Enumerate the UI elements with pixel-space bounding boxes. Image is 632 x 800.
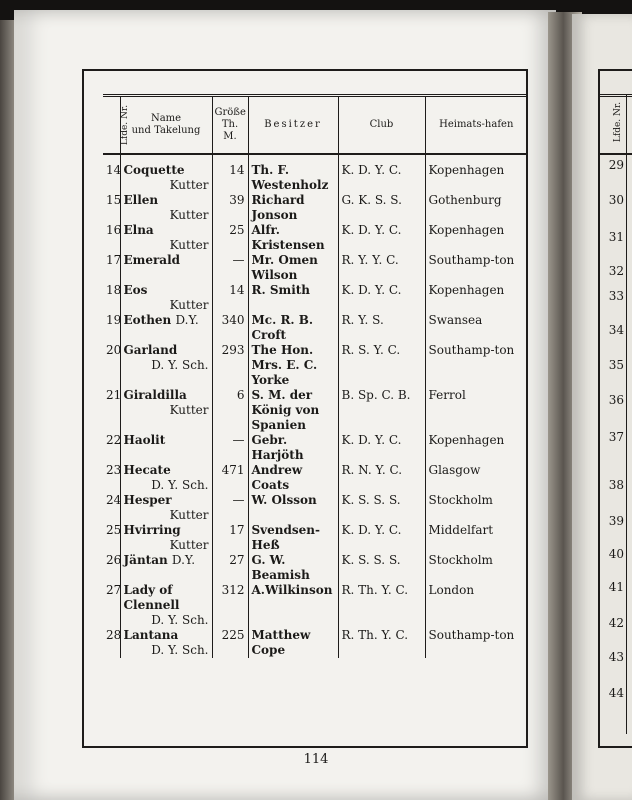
row-number: 17: [106, 253, 122, 267]
facing-row-number: 35: [608, 358, 624, 372]
yacht-name-text: Garland: [123, 343, 178, 357]
facing-row-number: 38: [608, 478, 624, 492]
rigging-text: D.Y.: [175, 313, 199, 327]
row-number: 15: [106, 193, 122, 207]
yacht-name: [120, 313, 212, 343]
yacht-size: 14: [212, 283, 248, 313]
row-number: 24: [106, 493, 122, 507]
rigging-text: Kutter: [169, 298, 209, 312]
rigging-text: Kutter: [169, 538, 209, 552]
yacht-name-text: Jäntan: [123, 553, 168, 567]
yacht-size: 6: [212, 388, 248, 433]
header-name: Name und Takelung: [120, 96, 212, 155]
yacht-owner: Mr. Omen Wilson: [248, 253, 338, 283]
yacht-name: [120, 628, 212, 658]
table-header: [103, 96, 527, 155]
home-port: Southamp-ton: [425, 343, 527, 388]
facing-row-number: 42: [608, 616, 624, 630]
table-row: [103, 463, 527, 493]
yacht-name: [120, 493, 212, 523]
row-number: 14: [106, 163, 122, 177]
yacht-name-text: Elna: [123, 223, 154, 237]
rigging-text: Kutter: [169, 403, 209, 417]
rigging-text: D. Y. Sch.: [151, 358, 209, 372]
table-row: [103, 313, 527, 343]
yacht-club: K. D. Y. C.: [338, 283, 425, 313]
yacht-name-text: Coquette: [123, 163, 185, 177]
facing-row-number: 39: [608, 514, 624, 528]
table-row: [103, 253, 527, 283]
home-port: Southamp-ton: [425, 628, 527, 658]
row-number: 23: [106, 463, 122, 477]
yacht-name-text: Ellen: [123, 193, 159, 207]
yacht-club: R. Th. Y. C.: [338, 583, 425, 628]
facing-row-number: 37: [608, 430, 624, 444]
yacht-table: [103, 94, 527, 658]
yacht-club: R. N. Y. C.: [338, 463, 425, 493]
yacht-size: 14: [212, 154, 248, 193]
table-row: [103, 553, 527, 583]
rigging-text: Kutter: [169, 508, 209, 522]
yacht-name-text: Lady of Clennell: [123, 583, 180, 612]
facing-row-number: 33: [608, 289, 624, 303]
page-number: 114: [303, 752, 329, 767]
rigging-text: D.Y.: [171, 553, 196, 567]
yacht-club: B. Sp. C. B.: [338, 388, 425, 433]
yacht-club: R. Y. S.: [338, 313, 425, 343]
yacht-owner: Mc. R. B. Croft: [248, 313, 338, 343]
header-nr: Lfde. Nr.: [103, 96, 120, 155]
yacht-owner: Alfr. Kristensen: [248, 223, 338, 253]
table-row: [103, 388, 527, 433]
facing-row-number: 32: [608, 264, 624, 278]
table-row: [103, 583, 527, 628]
yacht-size: 39: [212, 193, 248, 223]
yacht-owner: A.Wilkinson: [248, 583, 338, 628]
yacht-owner: Gebr. Harjöth: [248, 433, 338, 463]
yacht-name: [120, 433, 212, 463]
yacht-owner: Matthew Cope: [248, 628, 338, 658]
yacht-club: K. S. S. S.: [338, 553, 425, 583]
header-port: Heimats-hafen: [425, 96, 527, 155]
home-port: Stockholm: [425, 493, 527, 523]
home-port: Gothenburg: [425, 193, 527, 223]
header-club: Club: [338, 96, 425, 155]
yacht-club: K. D. Y. C.: [338, 154, 425, 193]
yacht-name-text: Giraldilla: [123, 388, 187, 402]
facing-row-number: 40: [608, 547, 624, 561]
row-number: 27: [106, 583, 122, 597]
table-row: [103, 433, 527, 463]
home-port: Stockholm: [425, 553, 527, 583]
yacht-owner: W. Olsson: [248, 493, 338, 523]
facing-row-number: 44: [608, 686, 624, 700]
facing-column-rule: [626, 94, 627, 734]
yacht-size: 25: [212, 223, 248, 253]
yacht-club: K. D. Y. C.: [338, 223, 425, 253]
yacht-size: 27: [212, 553, 248, 583]
yacht-owner: R. Smith: [248, 283, 338, 313]
yacht-owner: S. M. der König von Spanien: [248, 388, 338, 433]
yacht-name: [120, 154, 212, 193]
yacht-name-text: Emerald: [123, 253, 181, 267]
home-port: Glasgow: [425, 463, 527, 493]
yacht-owner: G. W. Beamish: [248, 553, 338, 583]
row-number: 16: [106, 223, 122, 237]
rigging-text: D. Y. Sch.: [151, 478, 209, 492]
home-port: Southamp-ton: [425, 253, 527, 283]
facing-table-header: Lfde. Nr.: [598, 94, 632, 155]
yacht-size: 340: [212, 313, 248, 343]
home-port: Swansea: [425, 313, 527, 343]
yacht-size: 471: [212, 463, 248, 493]
home-port: Middelfart: [425, 523, 527, 553]
table-row: [103, 223, 527, 253]
table-row: [103, 523, 527, 553]
yacht-size: 225: [212, 628, 248, 658]
facing-row-number: 31: [608, 230, 624, 244]
yacht-name: [120, 283, 212, 313]
facing-row-number: 29: [608, 158, 624, 172]
yacht-name: [120, 253, 212, 283]
yacht-name: [120, 463, 212, 493]
yacht-name-text: Lantana: [123, 628, 179, 642]
yacht-club: K. D. Y. C.: [338, 433, 425, 463]
facing-row-number: 34: [608, 323, 624, 337]
table-row: [103, 628, 527, 658]
table-row: [103, 343, 527, 388]
yacht-size: 293: [212, 343, 248, 388]
row-number: 21: [106, 388, 122, 402]
yacht-name: [120, 583, 212, 628]
home-port: Kopenhagen: [425, 433, 527, 463]
row-number: 18: [106, 283, 122, 297]
rigging-text: D. Y. Sch.: [151, 643, 209, 657]
yacht-name: [120, 193, 212, 223]
yacht-size: —: [212, 253, 248, 283]
yacht-name: [120, 388, 212, 433]
yacht-name-text: Eos: [123, 283, 148, 297]
rigging-text: Kutter: [169, 208, 209, 222]
home-port: Kopenhagen: [425, 223, 527, 253]
yacht-club: G. K. S. S.: [338, 193, 425, 223]
home-port: Kopenhagen: [425, 283, 527, 313]
rigging-text: Kutter: [169, 238, 209, 252]
yacht-owner: The Hon. Mrs. E. C. Yorke: [248, 343, 338, 388]
yacht-name-text: Hvirring: [123, 523, 181, 537]
yacht-club: R. Th. Y. C.: [338, 628, 425, 658]
table-row: [103, 283, 527, 313]
header-size: Größe Th. M.: [212, 96, 248, 155]
yacht-name-text: Hesper: [123, 493, 172, 507]
yacht-name-text: Haolit: [123, 433, 166, 447]
row-number: 19: [106, 313, 122, 327]
rigging-text: Kutter: [169, 178, 209, 192]
yacht-name-text: Hecate: [123, 463, 171, 477]
rigging-text: D. Y. Sch.: [151, 613, 209, 627]
row-number: 25: [106, 523, 122, 537]
yacht-club: K. D. Y. C.: [338, 523, 425, 553]
yacht-size: —: [212, 493, 248, 523]
yacht-club: R. S. Y. C.: [338, 343, 425, 388]
yacht-name: [120, 223, 212, 253]
yacht-club: K. S. S. S.: [338, 493, 425, 523]
yacht-owner: Richard Jonson: [248, 193, 338, 223]
row-number: 20: [106, 343, 122, 357]
yacht-name: [120, 553, 212, 583]
home-port: Kopenhagen: [425, 154, 527, 193]
row-number: 28: [106, 628, 122, 642]
row-number: 26: [106, 553, 122, 567]
row-number: 22: [106, 433, 122, 447]
yacht-size: 312: [212, 583, 248, 628]
facing-row-number: 30: [608, 193, 624, 207]
yacht-owner: Svendsen-Heß: [248, 523, 338, 553]
yacht-size: —: [212, 433, 248, 463]
yacht-name: [120, 343, 212, 388]
yacht-name: [120, 523, 212, 553]
yacht-owner: Andrew Coats: [248, 463, 338, 493]
table-row: [103, 154, 527, 193]
facing-row-number: 36: [608, 393, 624, 407]
yacht-name-text: Eothen: [123, 313, 172, 327]
table-row: [103, 193, 527, 223]
yacht-size: 17: [212, 523, 248, 553]
table-row: [103, 493, 527, 523]
facing-row-number: 43: [608, 650, 624, 664]
header-owner: Besitzer: [248, 96, 338, 155]
home-port: London: [425, 583, 527, 628]
facing-row-number: 41: [608, 580, 624, 594]
yacht-club: R. Y. Y. C.: [338, 253, 425, 283]
home-port: Ferrol: [425, 388, 527, 433]
yacht-owner: Th. F. Westenholz: [248, 154, 338, 193]
